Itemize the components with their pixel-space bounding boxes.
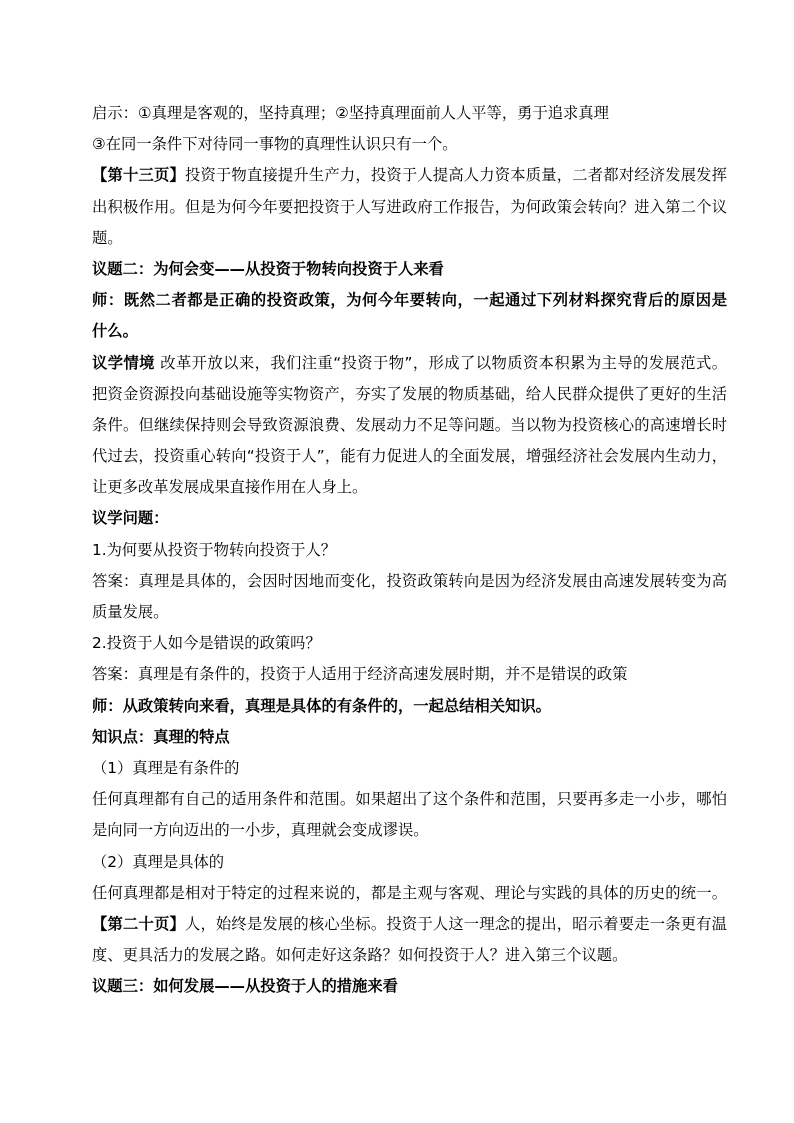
text-line bbox=[92, 535, 727, 566]
line-text: 让更多改革发展成果直接作用在人身上。 bbox=[92, 478, 368, 497]
text-line bbox=[92, 878, 727, 909]
text-line bbox=[92, 223, 727, 254]
text-line bbox=[92, 192, 727, 223]
text-line bbox=[92, 940, 727, 971]
line-text: 质量发展。 bbox=[92, 603, 169, 621]
line-text: 任何真理都有自己的适用条件和范围。如果超出了这个条件和范围，只要再多走一小步，哪怕 bbox=[92, 790, 727, 809]
line-text: 度、更具活力的发展之路。如何走好这条路？如何投资于人？进入第三个议题。 bbox=[92, 946, 628, 965]
line-text: ③在同一条件下对待同一事物的真理性认识只有一个。 bbox=[92, 135, 458, 154]
line-text: 改革开放以来，我们注重“投资于物”，形成了以物质资本积累为主导的发展范式。 bbox=[154, 353, 727, 372]
text-line bbox=[92, 410, 727, 441]
text-line bbox=[92, 909, 727, 940]
text-line bbox=[92, 348, 727, 379]
line-text: 议题三：如何发展——从投资于人的措施来看 bbox=[92, 977, 398, 996]
text-line bbox=[92, 472, 727, 503]
line-text: 题。 bbox=[92, 228, 123, 247]
text-line bbox=[92, 597, 727, 628]
text-line bbox=[92, 503, 727, 534]
line-label: 【第十三页】 bbox=[92, 166, 185, 185]
line-text: 出积极作用。但是为何今年要把投资于人写进政府工作报告，为何政策会转向？进入第二个议 bbox=[92, 197, 727, 216]
line-text: 条件。但继续保持则会导致资源浪费、发展动力不足等问题。当以物为投资核心的高速增长时 bbox=[92, 415, 727, 434]
line-text: （2）真理是具体的 bbox=[92, 852, 225, 871]
line-text: 什么。 bbox=[92, 322, 138, 341]
line-text: 人，始终是发展的核心坐标。投资于人这一理念的提出，昭示着要走一条更有温 bbox=[184, 914, 727, 933]
line-label: 【第二十页】 bbox=[92, 914, 185, 933]
line-text: 投资于物直接提升生产力，投资于人提高人力资本质量，二者都对经济发展发挥 bbox=[184, 166, 727, 185]
line-text: （1）真理是有条件的 bbox=[92, 758, 240, 777]
text-line bbox=[92, 441, 727, 472]
line-text: 2.投资于人如今是错误的政策吗？ bbox=[92, 634, 321, 653]
text-line bbox=[92, 566, 727, 597]
text-line bbox=[92, 98, 727, 129]
text-line bbox=[92, 691, 727, 722]
line-text: 知识点：真理的特点 bbox=[92, 727, 230, 746]
document-body bbox=[92, 98, 727, 1002]
line-text: 议学问题： bbox=[92, 509, 169, 528]
text-line bbox=[92, 160, 727, 191]
text-line bbox=[92, 379, 727, 410]
line-text: 师：从政策转向来看，真理是具体的有条件的，一起总结相关知识。 bbox=[92, 696, 551, 715]
line-text: 答案：真理是具体的，会因时因地而变化，投资政策转向是因为经济发展由高速发展转变为高 bbox=[92, 571, 727, 590]
text-line bbox=[92, 784, 727, 815]
line-label: 议学情境 bbox=[92, 353, 155, 372]
line-text: 代过去，投资重心转向“投资于人”，能有力促进人的全面发展，增强经济社会发展内生动力， bbox=[92, 447, 727, 466]
line-text: 任何真理都是相对于特定的过程来说的，都是主观与客观、理论与实践的具体的历史的统一。 bbox=[92, 883, 727, 902]
line-text: 答案：真理是有条件的，投资于人适用于经济高速发展时期，并不是错误的政策 bbox=[92, 665, 628, 684]
text-line bbox=[92, 659, 727, 690]
line-text: 是向同一方向迈出的一小步，真理就会变成谬误。 bbox=[92, 821, 429, 840]
line-text: 启示：①真理是客观的，坚持真理；②坚持真理面前人人平等，勇于追求真理 bbox=[92, 104, 609, 122]
line-text: 议题二：为何会变——从投资于物转向投资于人来看 bbox=[92, 259, 444, 278]
text-line bbox=[92, 254, 727, 285]
text-line bbox=[92, 971, 727, 1002]
text-line bbox=[92, 753, 727, 784]
text-line bbox=[92, 847, 727, 878]
line-text: 把资金资源投向基础设施等实物资产，夯实了发展的物质基础，给人民群众提供了更好的生活 bbox=[92, 384, 727, 403]
text-line bbox=[92, 722, 727, 753]
text-line bbox=[92, 628, 727, 659]
text-line bbox=[92, 815, 727, 846]
text-line bbox=[92, 316, 727, 347]
text-line bbox=[92, 285, 727, 316]
line-text: 师：既然二者都是正确的投资政策，为何今年要转向，一起通过下列材料探究背后的原因是 bbox=[92, 291, 727, 310]
line-text: 1.为何要从投资于物转向投资于人？ bbox=[92, 540, 337, 559]
text-line bbox=[92, 129, 727, 160]
